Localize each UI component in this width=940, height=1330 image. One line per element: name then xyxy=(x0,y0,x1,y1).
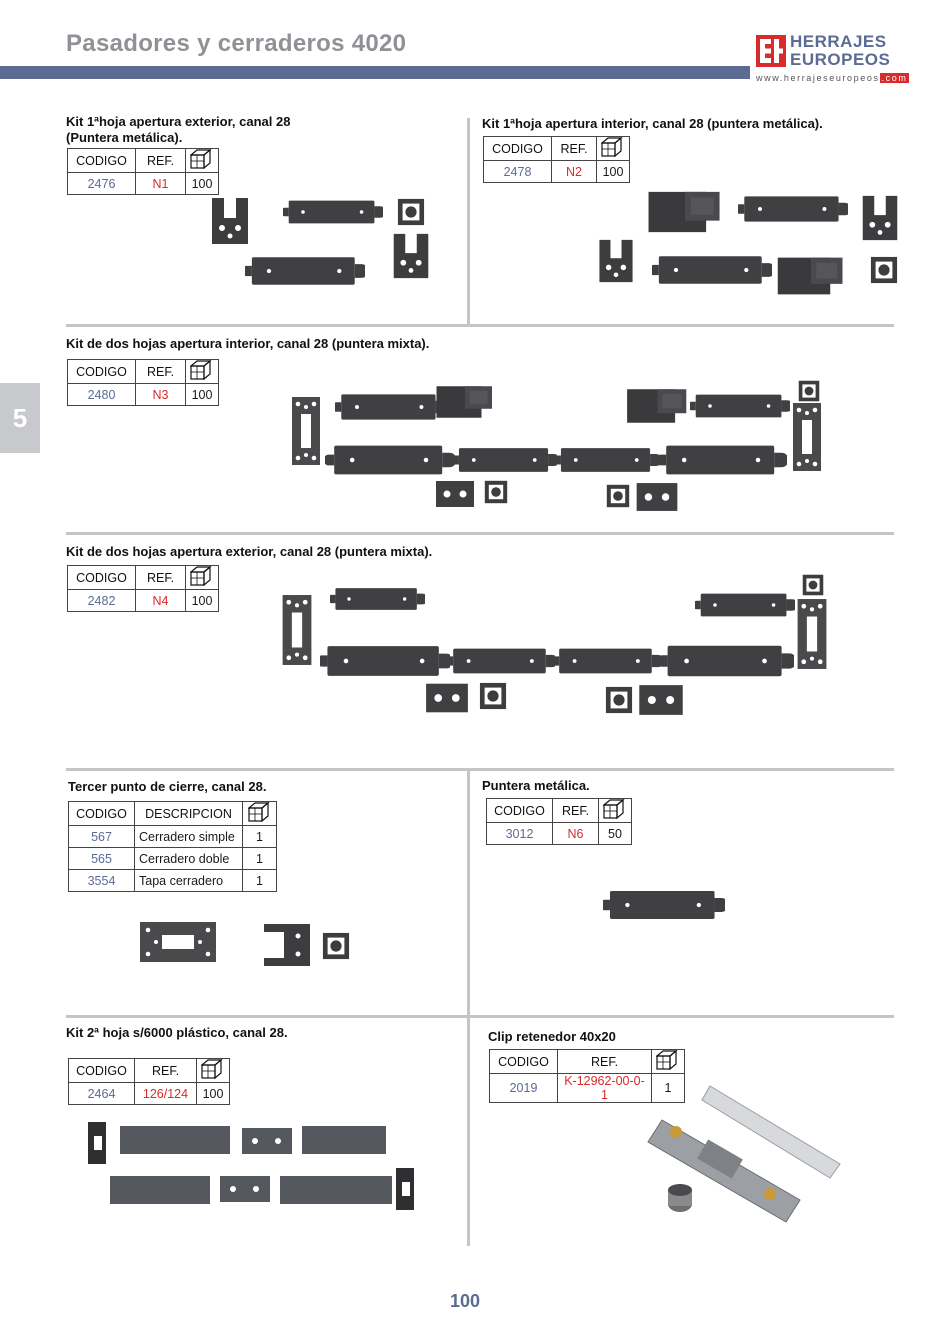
product-ref: N1 xyxy=(136,173,186,195)
product-table-kit-2hoja xyxy=(68,1058,230,1105)
column-header: CODIGO xyxy=(68,566,136,590)
column-header: DESCRIPCION xyxy=(135,802,243,826)
package-qty: 100 xyxy=(186,384,219,406)
column-header: REF. xyxy=(136,149,186,173)
divider-h2 xyxy=(66,532,894,535)
table-row xyxy=(69,870,277,892)
product-ref: N2 xyxy=(552,161,597,183)
brand-logo-icon xyxy=(756,35,786,67)
product-code: 2480 xyxy=(68,384,136,406)
product-code: 2478 xyxy=(484,161,552,183)
divider-vertical-bottom xyxy=(467,1018,470,1246)
table-row xyxy=(68,173,219,195)
package-qty: 100 xyxy=(197,1083,230,1105)
product-description: Tapa cerradero xyxy=(135,870,243,892)
package-box-icon xyxy=(243,802,277,826)
divider-h1 xyxy=(66,324,894,327)
product-ref: 126/124 xyxy=(135,1083,197,1105)
product-code: 3554 xyxy=(69,870,135,892)
table-row xyxy=(68,384,219,406)
product-photo-tercer-punto xyxy=(138,918,358,974)
product-code: 567 xyxy=(69,826,135,848)
product-photo-kit-n1 xyxy=(205,190,445,300)
table-row xyxy=(69,848,277,870)
package-box-icon xyxy=(597,137,630,161)
table-row xyxy=(69,1083,230,1105)
divider-vertical-top xyxy=(467,118,470,324)
package-qty: 50 xyxy=(599,823,632,845)
brand-url-text: www.herrajeseuropeos xyxy=(756,73,880,83)
column-header: CODIGO xyxy=(484,137,552,161)
column-header: CODIGO xyxy=(69,802,135,826)
package-qty: 1 xyxy=(652,1074,685,1103)
product-table-kit-n3 xyxy=(67,359,219,406)
column-header: CODIGO xyxy=(487,799,553,823)
section-title-clip: Clip retenedor 40x20 xyxy=(488,1029,616,1044)
package-box-icon xyxy=(652,1050,685,1074)
section-title-line: (Puntera metálica). xyxy=(66,130,183,145)
brand-url-suffix: .com xyxy=(881,73,908,83)
product-photo-clip xyxy=(640,1082,850,1230)
section-title-tercer-punto: Tercer punto de cierre, canal 28. xyxy=(68,779,267,794)
section-title-line: Kit 1ªhoja apertura exterior, canal 28 xyxy=(66,114,291,129)
product-ref: N4 xyxy=(136,590,186,612)
page-title: Pasadores y cerraderos 4020 xyxy=(66,30,407,57)
page-number: 100 xyxy=(450,1291,481,1311)
column-header: REF. xyxy=(136,360,186,384)
product-photo-kit-n3 xyxy=(285,376,835,516)
package-box-icon xyxy=(599,799,632,823)
product-description: Cerradero doble xyxy=(135,848,243,870)
column-header: REF. xyxy=(553,799,599,823)
section-title-kit-n1 xyxy=(66,114,366,146)
divider-h4 xyxy=(66,1015,894,1018)
section-title-puntera: Puntera metálica. xyxy=(482,778,590,793)
product-description: Cerradero simple xyxy=(135,826,243,848)
column-header: REF. xyxy=(135,1059,197,1083)
product-code: 2464 xyxy=(69,1083,135,1105)
package-qty: 100 xyxy=(186,590,219,612)
package-box-icon xyxy=(197,1059,230,1083)
product-table-kit-n4 xyxy=(67,565,219,612)
column-header: CODIGO xyxy=(69,1059,135,1083)
product-photo-puntera xyxy=(603,884,725,926)
package-qty: 100 xyxy=(597,161,630,183)
column-header: CODIGO xyxy=(68,360,136,384)
table-row xyxy=(69,826,277,848)
column-header: CODIGO xyxy=(68,149,136,173)
product-code: 565 xyxy=(69,848,135,870)
product-code: 2019 xyxy=(490,1074,558,1103)
divider-vertical-mid xyxy=(467,771,470,1018)
chapter-tab: 5 xyxy=(0,383,40,453)
product-photo-kit-n4 xyxy=(275,570,835,720)
section-title-kit-n4: Kit de dos hojas apertura exterior, canal 28 (puntera mixta). xyxy=(66,544,433,559)
package-qty: 100 xyxy=(186,173,219,195)
product-ref: N6 xyxy=(553,823,599,845)
product-table-puntera xyxy=(486,798,632,845)
brand-name-line1: HERRAJES xyxy=(790,32,887,51)
section-title-kit-2hoja: Kit 2ª hoja s/6000 plástico, canal 28. xyxy=(66,1025,288,1040)
section-title-kit-n2: Kit 1ªhoja apertura interior, canal 28 (puntera metálica). xyxy=(482,116,823,131)
title-bar xyxy=(0,66,750,79)
package-box-icon xyxy=(186,360,219,384)
product-ref: N3 xyxy=(136,384,186,406)
product-code: 2476 xyxy=(68,173,136,195)
package-qty: 1 xyxy=(243,826,277,848)
section-title-kit-n3: Kit de dos hojas apertura interior, canal 28 (puntera mixta). xyxy=(66,336,430,351)
product-table-kit-n1 xyxy=(67,148,219,195)
product-photo-kit-n2 xyxy=(590,184,910,304)
product-table-kit-n2 xyxy=(483,136,630,183)
brand-name-line2: EUROPEOS xyxy=(790,50,891,69)
package-box-icon xyxy=(186,149,219,173)
brand-url[interactable] xyxy=(756,73,909,83)
column-header: REF. xyxy=(136,566,186,590)
package-box-icon xyxy=(186,566,219,590)
product-code: 3012 xyxy=(487,823,553,845)
product-table-tercer-punto xyxy=(68,801,277,892)
column-header: CODIGO xyxy=(490,1050,558,1074)
table-row xyxy=(484,161,630,183)
column-header: REF. xyxy=(558,1050,652,1074)
column-header: REF. xyxy=(552,137,597,161)
package-qty: 1 xyxy=(243,870,277,892)
product-photo-kit-2hoja xyxy=(80,1118,420,1218)
divider-h3 xyxy=(66,768,894,771)
product-ref: K-12962-00-0-1 xyxy=(558,1074,652,1103)
package-qty: 1 xyxy=(243,848,277,870)
product-code: 2482 xyxy=(68,590,136,612)
table-row xyxy=(487,823,632,845)
table-row xyxy=(68,590,219,612)
